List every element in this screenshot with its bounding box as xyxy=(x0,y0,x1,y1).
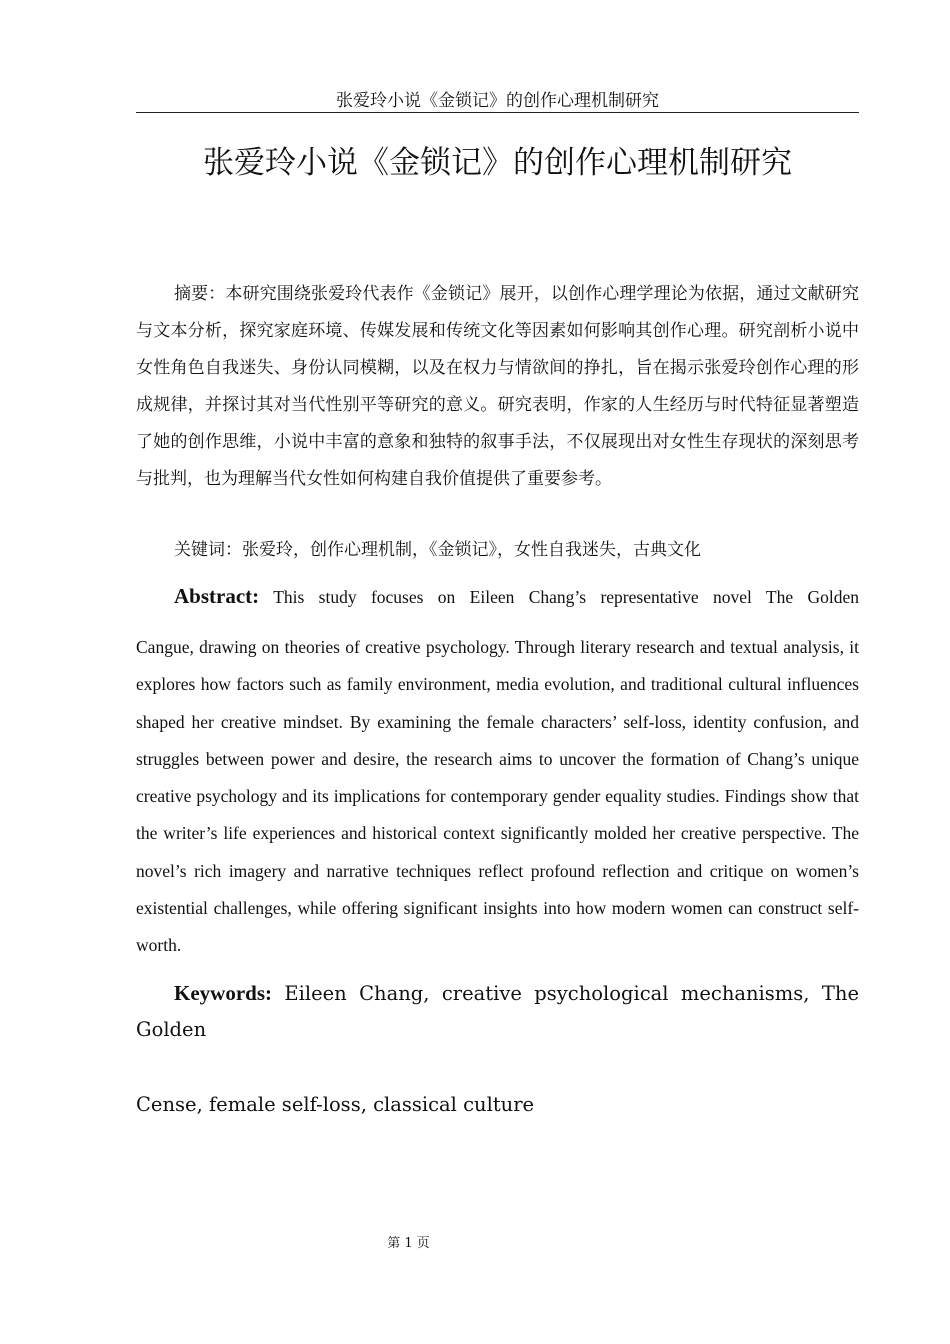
chinese-keywords xyxy=(136,536,859,564)
abstract-first-line-text: This study focuses on Eileen Chang’s representative novel The Golden xyxy=(259,587,859,607)
chinese-abstract xyxy=(136,276,859,498)
keywords-label-cn: 关键词： xyxy=(174,540,242,560)
keywords-first-line xyxy=(136,975,859,1048)
abstract-text-cn: 本研究围绕张爱玲代表作《金锁记》展开，以创作心理学理论为依据，通过文献研究与文本分析，探究家庭环境、传媒发展和传统文化等因素如何影响其创作心理。研究剖析小说中女性角色自我迷失、身份认同模糊，以及在权力与情欲间的挣扎，旨在揭示张爱玲创作心理的形成规律，并探讨其对当代性别平等研究的意义。研究表明，作家的人生经历与时代特征显著塑造了她的创作思维，小说中丰富的意象和独特的叙事手法，不仅展现出对女性生存现状的深刻思考与批判，也为理解当代女性如何构建自我价值提供了重要参考。 xyxy=(136,284,860,489)
abstract-label-cn: 摘要： xyxy=(174,284,226,304)
english-keywords xyxy=(136,975,859,1123)
abstract-label-en: Abstract: xyxy=(174,584,260,608)
keywords-label-en: Keywords: xyxy=(174,981,272,1005)
keywords-first-line-text: Eileen Chang, creative psychological mechanisms, The Golden xyxy=(136,982,859,1041)
english-abstract xyxy=(136,578,859,965)
abstract-text-en: Cangue, drawing on theories of creative psychology. Through literary research and textual analysis, it explores how factors such as family environment, media evolution, and traditional cultural influences shaped her creative mindset. By examining the female characters’ self-loss, identity confusion, and struggles between power and desire, the research aims to uncover the formation of Chang’s unique creative psychology and its implications for contemporary gender equality studies. Findings show that the writer’s life experiences and historical context significantly molded her creative perspective. The novel’s rich imagery and narrative techniques reflect profound reflection and critique on women’s existential challenges, while offering significant insights into how modern women can construct self-worth. xyxy=(136,637,859,956)
abstract-first-line xyxy=(136,578,859,616)
paper-title: 张爱玲小说《金锁记》的创作心理机制研究 xyxy=(203,145,792,181)
keywords-second-line: Cense, female self-loss, classical culture xyxy=(136,1093,535,1116)
running-header: 张爱玲小说《金锁记》的创作心理机制研究 xyxy=(136,90,859,113)
keywords-text-cn: 张爱玲，创作心理机制，《金锁记》，女性自我迷失，古典文化 xyxy=(242,540,701,560)
page-number: 第 1 页 xyxy=(387,1236,430,1251)
